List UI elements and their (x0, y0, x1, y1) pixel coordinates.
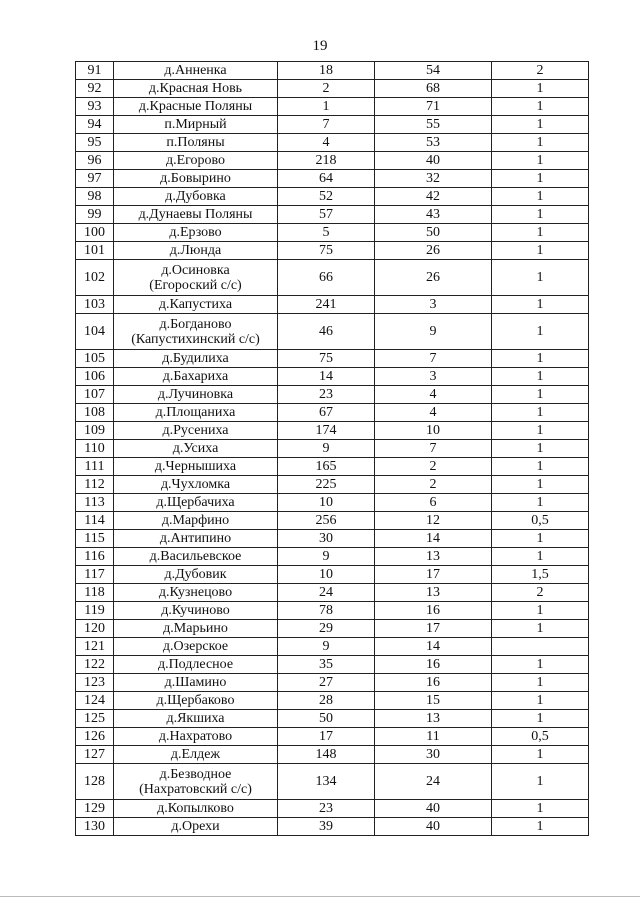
table-row (76, 584, 589, 602)
row-number-cell: 100 (76, 224, 114, 242)
value-a-cell: 241 (278, 296, 375, 314)
value-c-cell: 1 (492, 422, 589, 440)
settlement-name-line: д.Люнда (169, 243, 222, 258)
value-b-cell: 2 (375, 458, 492, 476)
value-c-cell: 1 (492, 818, 589, 836)
value-b-cell: 4 (375, 404, 492, 422)
value-b-cell: 9 (375, 314, 492, 350)
value-b-cell: 3 (375, 296, 492, 314)
row-number-cell: 116 (76, 548, 114, 566)
value-b-cell: 7 (375, 440, 492, 458)
value-b-cell: 24 (375, 764, 492, 800)
row-number-cell: 103 (76, 296, 114, 314)
scan-edge-line (0, 896, 640, 897)
row-number-cell: 118 (76, 584, 114, 602)
settlement-name-line: д.Озерское (162, 639, 229, 654)
table-row (76, 710, 589, 728)
value-c-cell: 1 (492, 440, 589, 458)
table-row (76, 314, 589, 350)
settlement-name-cell (114, 422, 278, 440)
settlement-name-cell (114, 638, 278, 656)
value-b-cell: 11 (375, 728, 492, 746)
value-b-cell: 16 (375, 602, 492, 620)
value-a-cell: 174 (278, 422, 375, 440)
row-number-cell: 95 (76, 134, 114, 152)
table-row (76, 404, 589, 422)
row-number-cell: 107 (76, 386, 114, 404)
row-number-cell: 102 (76, 260, 114, 296)
row-number-cell: 91 (76, 62, 114, 80)
row-number-cell: 111 (76, 458, 114, 476)
row-number-cell: 97 (76, 170, 114, 188)
value-b-cell: 12 (375, 512, 492, 530)
value-c-cell: 1 (492, 602, 589, 620)
value-a-cell: 4 (278, 134, 375, 152)
value-a-cell: 30 (278, 530, 375, 548)
row-number-cell: 108 (76, 404, 114, 422)
settlement-name-line: д.Площаниха (155, 405, 236, 420)
settlement-name-line: д.Красные Поляны (138, 99, 253, 114)
value-b-cell: 53 (375, 134, 492, 152)
table-row (76, 512, 589, 530)
settlement-name-line: д.Русениха (162, 423, 229, 438)
settlement-name-cell (114, 512, 278, 530)
value-c-cell: 1 (492, 692, 589, 710)
table-row (76, 224, 589, 242)
settlement-name-line: д.Антипино (159, 531, 232, 546)
table-row (76, 350, 589, 368)
table-row (76, 746, 589, 764)
value-a-cell: 1 (278, 98, 375, 116)
value-a-cell: 57 (278, 206, 375, 224)
table-row (76, 728, 589, 746)
value-c-cell: 1 (492, 710, 589, 728)
value-a-cell: 46 (278, 314, 375, 350)
value-a-cell: 29 (278, 620, 375, 638)
value-b-cell: 2 (375, 476, 492, 494)
value-a-cell: 10 (278, 566, 375, 584)
row-number-cell: 99 (76, 206, 114, 224)
value-b-cell: 54 (375, 62, 492, 80)
table-row (76, 458, 589, 476)
value-b-cell: 16 (375, 674, 492, 692)
value-c-cell: 1 (492, 458, 589, 476)
value-b-cell: 32 (375, 170, 492, 188)
row-number-cell: 124 (76, 692, 114, 710)
settlement-name-line: д.Якшиха (166, 711, 225, 726)
settlement-name-cell (114, 62, 278, 80)
value-a-cell: 78 (278, 602, 375, 620)
table-row (76, 296, 589, 314)
value-c-cell: 1 (492, 134, 589, 152)
settlement-name-cell (114, 494, 278, 512)
settlement-name-cell (114, 314, 278, 350)
settlement-name-line: д.Бахариха (162, 369, 229, 384)
row-number-cell: 106 (76, 368, 114, 386)
settlement-name-line: д.Кучиново (161, 603, 230, 618)
settlement-name-line: д.Лучиновка (157, 387, 234, 402)
value-c-cell: 1 (492, 314, 589, 350)
settlement-name-cell (114, 98, 278, 116)
settlement-name-cell (114, 440, 278, 458)
settlement-name-cell (114, 386, 278, 404)
settlement-name-cell (114, 800, 278, 818)
row-number-cell: 94 (76, 116, 114, 134)
settlement-name-cell (114, 584, 278, 602)
settlement-name-cell (114, 368, 278, 386)
value-a-cell: 225 (278, 476, 375, 494)
settlement-name-cell (114, 710, 278, 728)
value-a-cell: 35 (278, 656, 375, 674)
settlement-name-line: (Егороский с/с) (149, 277, 242, 293)
settlement-name-line: д.Капустиха (158, 297, 233, 312)
value-c-cell: 1 (492, 350, 589, 368)
value-b-cell: 26 (375, 260, 492, 296)
value-a-cell: 218 (278, 152, 375, 170)
value-b-cell: 50 (375, 224, 492, 242)
value-b-cell: 14 (375, 638, 492, 656)
value-b-cell: 13 (375, 584, 492, 602)
table-row (76, 692, 589, 710)
settlement-name-line: (Нахратовский с/с) (139, 781, 252, 797)
value-c-cell: 1 (492, 260, 589, 296)
value-a-cell: 7 (278, 116, 375, 134)
table-row (76, 188, 589, 206)
row-number-cell: 110 (76, 440, 114, 458)
settlement-name-line: д.Копылково (157, 801, 234, 816)
value-b-cell: 13 (375, 710, 492, 728)
table-row (76, 800, 589, 818)
value-a-cell: 67 (278, 404, 375, 422)
value-a-cell: 17 (278, 728, 375, 746)
value-c-cell: 0,5 (492, 728, 589, 746)
value-a-cell: 75 (278, 350, 375, 368)
row-number-cell: 125 (76, 710, 114, 728)
settlement-name-line: д.Шамино (164, 675, 227, 690)
table-row (76, 818, 589, 836)
value-a-cell: 5 (278, 224, 375, 242)
value-a-cell: 28 (278, 692, 375, 710)
table-body (76, 62, 589, 836)
value-c-cell: 1 (492, 224, 589, 242)
value-c-cell: 1 (492, 764, 589, 800)
value-b-cell: 3 (375, 368, 492, 386)
settlement-name-cell (114, 296, 278, 314)
value-c-cell: 1 (492, 656, 589, 674)
settlement-name-line: д.Бовырино (160, 171, 231, 186)
row-number-cell: 114 (76, 512, 114, 530)
table-row (76, 170, 589, 188)
value-b-cell: 43 (375, 206, 492, 224)
settlement-name-line: д.Дунаевы Поляны (138, 207, 253, 222)
value-b-cell: 42 (375, 188, 492, 206)
value-b-cell: 68 (375, 80, 492, 98)
row-number-cell: 113 (76, 494, 114, 512)
value-a-cell: 23 (278, 386, 375, 404)
row-number-cell: 93 (76, 98, 114, 116)
row-number-cell: 105 (76, 350, 114, 368)
row-number-cell: 104 (76, 314, 114, 350)
value-c-cell: 1 (492, 116, 589, 134)
row-number-cell: 112 (76, 476, 114, 494)
settlement-name-line: д.Марьино (163, 621, 228, 636)
settlement-name-line: д.Подлесное (157, 657, 234, 672)
value-b-cell: 71 (375, 98, 492, 116)
table-row (76, 134, 589, 152)
value-b-cell: 40 (375, 152, 492, 170)
value-b-cell: 55 (375, 116, 492, 134)
value-b-cell: 13 (375, 548, 492, 566)
value-b-cell: 14 (375, 530, 492, 548)
row-number-cell: 123 (76, 674, 114, 692)
settlement-name-line: д.Богданово (159, 316, 232, 332)
value-c-cell: 1 (492, 242, 589, 260)
settlement-name-cell (114, 674, 278, 692)
settlement-name-line: д.Егорово (165, 153, 226, 168)
value-a-cell: 24 (278, 584, 375, 602)
table-row (76, 548, 589, 566)
page-number: 19 (312, 38, 328, 54)
settlements-table (75, 61, 589, 836)
settlement-name-line: п.Мирный (164, 117, 227, 132)
table-row (76, 116, 589, 134)
settlement-name-cell (114, 206, 278, 224)
row-number-cell: 120 (76, 620, 114, 638)
settlement-name-cell (114, 458, 278, 476)
value-b-cell: 15 (375, 692, 492, 710)
value-c-cell (492, 638, 589, 656)
value-b-cell: 17 (375, 620, 492, 638)
settlement-name-line: д.Орехи (171, 819, 220, 834)
value-c-cell: 1 (492, 296, 589, 314)
settlement-name-cell (114, 242, 278, 260)
settlement-name-cell (114, 818, 278, 836)
value-a-cell: 18 (278, 62, 375, 80)
settlement-name-cell (114, 530, 278, 548)
value-b-cell: 4 (375, 386, 492, 404)
value-c-cell: 1 (492, 188, 589, 206)
settlement-name-line: д.Осиновка (161, 262, 230, 278)
table-row (76, 602, 589, 620)
row-number-cell: 92 (76, 80, 114, 98)
value-a-cell: 9 (278, 548, 375, 566)
settlement-name-cell (114, 350, 278, 368)
settlement-name-cell (114, 224, 278, 242)
table-row (76, 62, 589, 80)
row-number-cell: 115 (76, 530, 114, 548)
value-a-cell: 75 (278, 242, 375, 260)
settlement-name-line: д.Дубовка (165, 189, 226, 204)
value-c-cell: 1 (492, 494, 589, 512)
value-c-cell: 1 (492, 404, 589, 422)
row-number-cell: 117 (76, 566, 114, 584)
value-a-cell: 2 (278, 80, 375, 98)
settlement-name-cell (114, 728, 278, 746)
value-a-cell: 23 (278, 800, 375, 818)
value-a-cell: 256 (278, 512, 375, 530)
value-c-cell: 1 (492, 368, 589, 386)
table-row (76, 98, 589, 116)
table-row (76, 386, 589, 404)
row-number-cell: 130 (76, 818, 114, 836)
value-c-cell: 2 (492, 584, 589, 602)
settlement-name-line: д.Красная Новь (148, 81, 243, 96)
value-c-cell: 1,5 (492, 566, 589, 584)
settlement-name-line: д.Марфино (161, 513, 230, 528)
value-a-cell: 66 (278, 260, 375, 296)
settlement-name-cell (114, 746, 278, 764)
value-c-cell: 1 (492, 206, 589, 224)
settlement-name-line: д.Ерзово (169, 225, 222, 240)
row-number-cell: 122 (76, 656, 114, 674)
value-b-cell: 30 (375, 746, 492, 764)
value-c-cell: 1 (492, 152, 589, 170)
value-b-cell: 10 (375, 422, 492, 440)
settlement-name-line: (Капустихинский с/с) (131, 331, 260, 347)
table-row (76, 656, 589, 674)
value-a-cell: 14 (278, 368, 375, 386)
settlement-name-line: д.Анненка (164, 63, 227, 78)
value-c-cell: 1 (492, 800, 589, 818)
value-c-cell: 1 (492, 674, 589, 692)
settlement-name-line: д.Васильевское (149, 549, 242, 564)
settlement-name-cell (114, 656, 278, 674)
value-c-cell: 1 (492, 386, 589, 404)
table-row (76, 80, 589, 98)
table-row (76, 206, 589, 224)
value-c-cell: 1 (492, 746, 589, 764)
table-row (76, 368, 589, 386)
table-row (76, 152, 589, 170)
value-c-cell: 0,5 (492, 512, 589, 530)
settlement-name-cell (114, 134, 278, 152)
settlement-name-line: д.Усиха (172, 441, 219, 456)
settlement-name-cell (114, 404, 278, 422)
value-b-cell: 17 (375, 566, 492, 584)
value-b-cell: 16 (375, 656, 492, 674)
row-number-cell: 121 (76, 638, 114, 656)
settlement-name-line: д.Щербачиха (156, 495, 235, 510)
table-row (76, 422, 589, 440)
settlement-name-cell (114, 566, 278, 584)
value-b-cell: 26 (375, 242, 492, 260)
settlement-name-line: д.Будилиха (162, 351, 229, 366)
value-b-cell: 40 (375, 800, 492, 818)
value-a-cell: 10 (278, 494, 375, 512)
settlement-name-cell (114, 116, 278, 134)
value-a-cell: 39 (278, 818, 375, 836)
settlement-name-cell (114, 764, 278, 800)
row-number-cell: 127 (76, 746, 114, 764)
settlement-name-cell (114, 80, 278, 98)
value-c-cell: 1 (492, 98, 589, 116)
table-row (76, 764, 589, 800)
value-a-cell: 165 (278, 458, 375, 476)
value-a-cell: 134 (278, 764, 375, 800)
table-row (76, 476, 589, 494)
value-c-cell: 1 (492, 548, 589, 566)
value-b-cell: 40 (375, 818, 492, 836)
settlement-name-cell (114, 152, 278, 170)
table-row (76, 674, 589, 692)
row-number-cell: 126 (76, 728, 114, 746)
table-row (76, 566, 589, 584)
settlement-name-line: д.Дубовик (164, 567, 227, 582)
row-number-cell: 98 (76, 188, 114, 206)
table-row (76, 530, 589, 548)
value-b-cell: 6 (375, 494, 492, 512)
value-c-cell: 1 (492, 476, 589, 494)
settlement-name-cell (114, 692, 278, 710)
settlement-name-line: д.Кузнецово (158, 585, 233, 600)
row-number-cell: 109 (76, 422, 114, 440)
settlement-name-cell (114, 170, 278, 188)
settlement-name-cell (114, 260, 278, 296)
settlement-name-line: д.Нахратово (158, 729, 233, 744)
table-row (76, 620, 589, 638)
row-number-cell: 128 (76, 764, 114, 800)
row-number-cell: 96 (76, 152, 114, 170)
row-number-cell: 129 (76, 800, 114, 818)
table-row (76, 494, 589, 512)
value-a-cell: 52 (278, 188, 375, 206)
value-c-cell: 1 (492, 620, 589, 638)
row-number-cell: 101 (76, 242, 114, 260)
row-number-cell: 119 (76, 602, 114, 620)
settlement-name-line: д.Щербаково (156, 693, 235, 708)
settlement-name-cell (114, 476, 278, 494)
settlement-name-line: д.Чернышиха (154, 459, 237, 474)
value-c-cell: 1 (492, 530, 589, 548)
settlement-name-line: д.Чухломка (160, 477, 231, 492)
value-a-cell: 27 (278, 674, 375, 692)
table-row (76, 242, 589, 260)
table-row (76, 440, 589, 458)
value-b-cell: 7 (375, 350, 492, 368)
table-row (76, 260, 589, 296)
settlement-name-cell (114, 620, 278, 638)
value-c-cell: 1 (492, 80, 589, 98)
settlement-name-line: д.Безводное (159, 766, 232, 782)
value-a-cell: 9 (278, 638, 375, 656)
value-a-cell: 9 (278, 440, 375, 458)
settlement-name-cell (114, 188, 278, 206)
settlement-name-cell (114, 548, 278, 566)
settlement-name-cell (114, 602, 278, 620)
value-a-cell: 64 (278, 170, 375, 188)
settlement-name-line: д.Елдеж (170, 747, 221, 762)
settlement-name-line: п.Поляны (166, 135, 225, 150)
value-c-cell: 1 (492, 170, 589, 188)
value-a-cell: 50 (278, 710, 375, 728)
value-a-cell: 148 (278, 746, 375, 764)
value-c-cell: 2 (492, 62, 589, 80)
table-row (76, 638, 589, 656)
